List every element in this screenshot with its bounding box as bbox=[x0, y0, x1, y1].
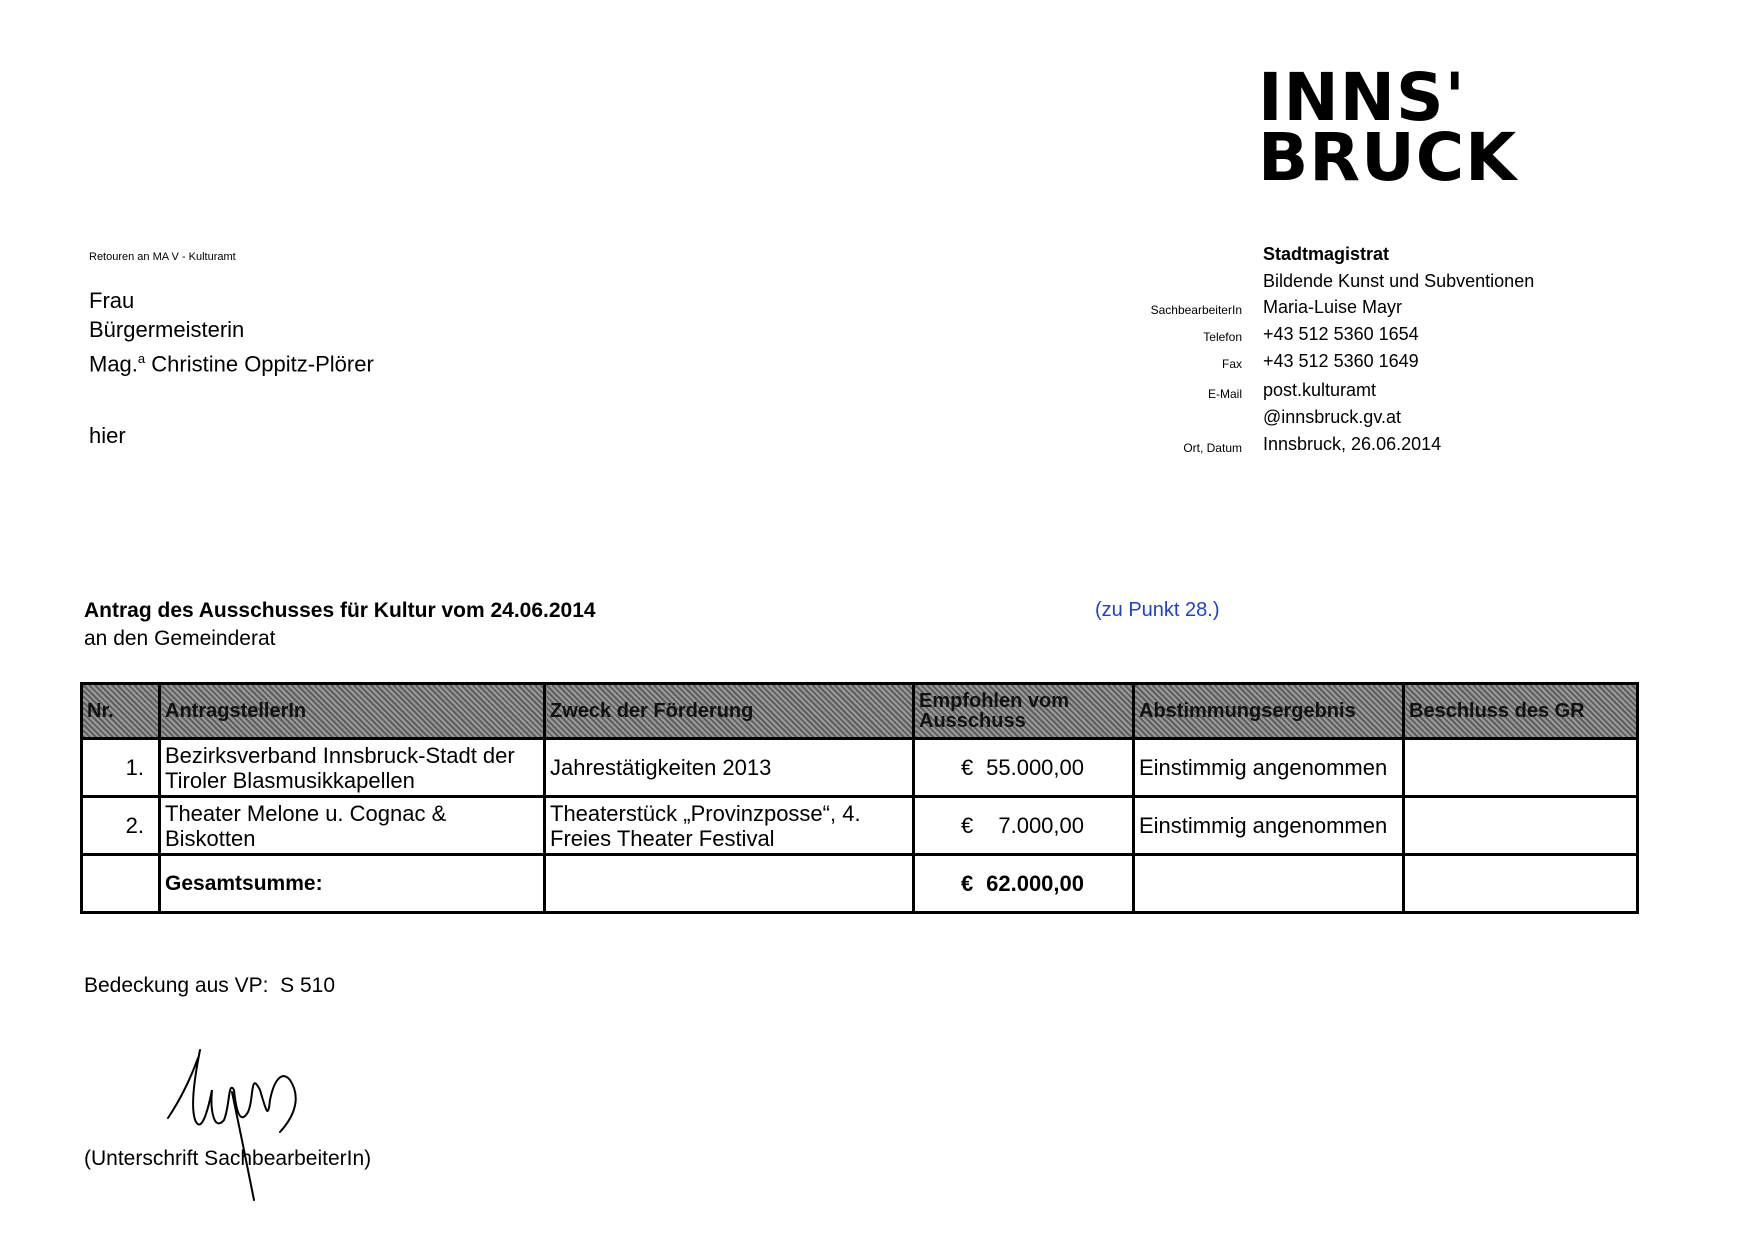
sender-dept: Bildende Kunst und Subventionen bbox=[1263, 271, 1535, 291]
row-purpose: Jahrestätigkeiten 2013 bbox=[545, 739, 914, 797]
header-recommended: Empfohlen vom Ausschuss bbox=[914, 684, 1134, 739]
total-decision bbox=[1404, 855, 1638, 913]
signature-caption: (Unterschrift SachbearbeiterIn) bbox=[84, 1147, 372, 1170]
header-vote: Abstimmungsergebnis bbox=[1134, 684, 1404, 739]
table-row bbox=[82, 739, 1638, 797]
total-label: Gesamtsumme: bbox=[160, 855, 545, 913]
total-nr bbox=[82, 855, 160, 913]
row-decision bbox=[1404, 797, 1638, 855]
logo-line-2: BRUCK bbox=[1258, 119, 1518, 196]
table-total-row bbox=[82, 855, 1638, 913]
contact-label: SachbearbeiterIn bbox=[1150, 303, 1242, 317]
agenda-reference: (zu Punkt 28.) bbox=[1095, 599, 1220, 621]
recipient-title: Bürgermeisterin bbox=[89, 317, 245, 342]
funding-table bbox=[80, 682, 1639, 914]
total-purpose bbox=[545, 855, 914, 913]
subject-title: Antrag des Ausschusses für Kultur vom 24.06.2014 bbox=[84, 599, 596, 622]
logo-line-1: INNS' bbox=[1258, 59, 1466, 136]
signature-mark bbox=[150, 1040, 340, 1205]
email-value-line2: @innsbruck.gv.at bbox=[1263, 407, 1401, 427]
city-logo bbox=[1258, 59, 1518, 196]
table-row bbox=[82, 797, 1638, 855]
place-date-label: Ort, Datum bbox=[1183, 441, 1242, 455]
row-currency: € bbox=[961, 755, 974, 780]
total-amount-cell bbox=[914, 855, 1134, 913]
row-nr: 2. bbox=[82, 797, 160, 855]
row-vote: Einstimmig angenommen bbox=[1134, 739, 1404, 797]
email-label: E-Mail bbox=[1207, 387, 1242, 401]
return-note: Retouren an MA V - Kulturamt bbox=[89, 251, 236, 263]
row-nr: 1. bbox=[82, 739, 160, 797]
total-vote bbox=[1134, 855, 1404, 913]
contact-name: Maria-Luise Mayr bbox=[1263, 297, 1403, 317]
table-header-row bbox=[82, 684, 1638, 739]
place-date-value: Innsbruck, 26.06.2014 bbox=[1263, 434, 1442, 454]
header-nr: Nr. bbox=[82, 684, 160, 739]
row-applicant: Theater Melone u. Cognac & Biskotten bbox=[160, 797, 545, 855]
sender-org: Stadtmagistrat bbox=[1263, 244, 1390, 264]
recipient-block bbox=[89, 286, 374, 378]
coverage-note: Bedeckung aus VP: S 510 bbox=[84, 974, 336, 997]
recipient-name: Mag.$^a$ Christine Oppitz-Plörer bbox=[89, 351, 374, 377]
header-decision: Beschluss des GR bbox=[1404, 684, 1638, 739]
row-amount: 7.000,00 bbox=[998, 813, 1084, 838]
phone-label: Telefon bbox=[1203, 330, 1242, 344]
fax-value: +43 512 5360 1649 bbox=[1263, 351, 1419, 371]
row-currency: € bbox=[961, 813, 974, 838]
phone-value: +43 512 5360 1654 bbox=[1263, 324, 1419, 344]
row-purpose: Theaterstück „Provinzposse“, 4. Freies Theater Festival bbox=[545, 797, 914, 855]
subject-subtitle: an den Gemeinderat bbox=[84, 627, 276, 650]
row-decision bbox=[1404, 739, 1638, 797]
recipient-salutation: Frau bbox=[89, 288, 135, 313]
row-amount-cell bbox=[914, 797, 1134, 855]
email-value-line1: post.kulturamt bbox=[1263, 380, 1377, 400]
total-amount: 62.000,00 bbox=[986, 871, 1084, 896]
header-purpose: Zweck der Förderung bbox=[545, 684, 914, 739]
row-amount: 55.000,00 bbox=[986, 755, 1084, 780]
header-applicant: AntragstellerIn bbox=[160, 684, 545, 739]
recipient-location: hier bbox=[89, 423, 126, 448]
row-vote: Einstimmig angenommen bbox=[1134, 797, 1404, 855]
row-applicant: Bezirksverband Innsbruck-Stadt der Tiroler Blasmusikkapellen bbox=[160, 739, 545, 797]
total-currency: € bbox=[961, 871, 974, 896]
row-amount-cell bbox=[914, 739, 1134, 797]
fax-label: Fax bbox=[1221, 357, 1242, 371]
